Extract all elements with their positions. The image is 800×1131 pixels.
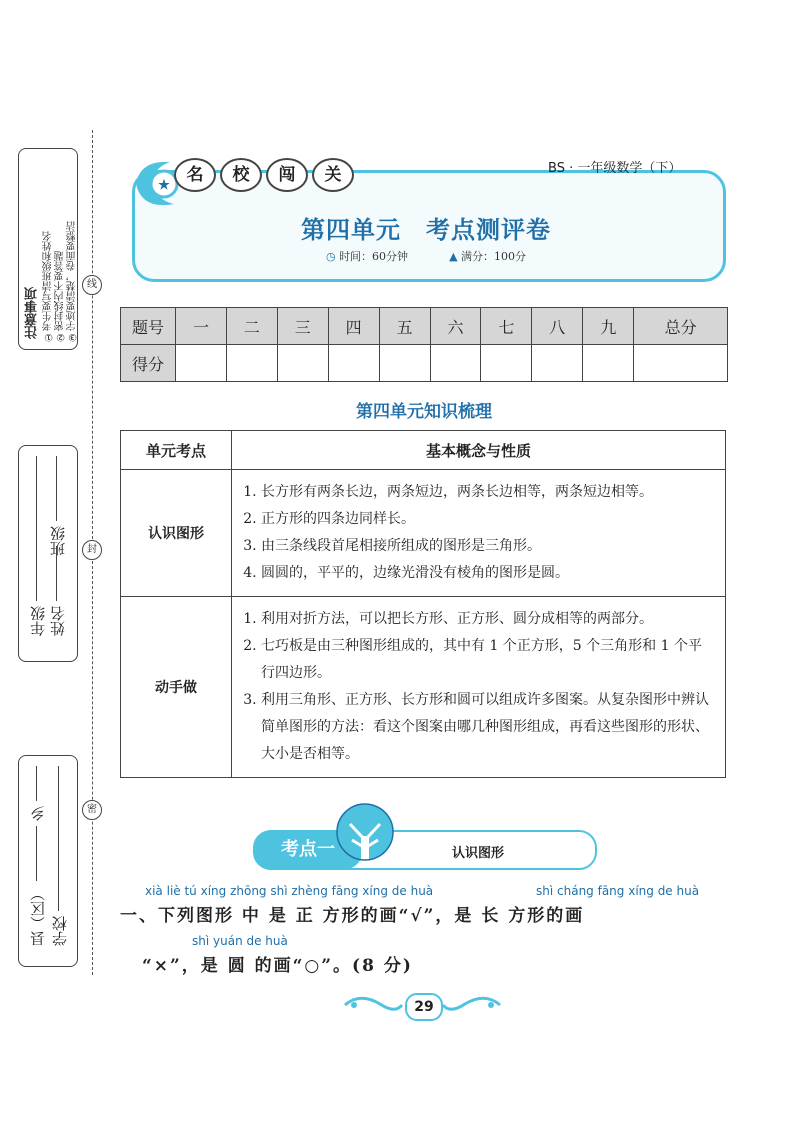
county-label: 县（区） bbox=[29, 886, 47, 946]
note-3: ③字迹要清楚，卷面要整洁 bbox=[67, 221, 78, 342]
badge-4: 关 bbox=[312, 158, 354, 192]
knowledge-items bbox=[232, 597, 726, 778]
knowledge-header-row bbox=[121, 431, 726, 470]
score-cell[interactable] bbox=[176, 345, 227, 382]
class-line[interactable] bbox=[56, 456, 57, 521]
kaodian-tag: 考点一 bbox=[253, 830, 363, 870]
page-title: 第四单元 考点测评卷 bbox=[301, 215, 551, 244]
grade-line[interactable] bbox=[36, 456, 37, 601]
name-label: 姓名 bbox=[49, 606, 67, 636]
town-line[interactable] bbox=[36, 766, 37, 801]
score-cell[interactable] bbox=[583, 345, 634, 382]
score-cell[interactable] bbox=[277, 345, 328, 382]
question-pinyin: shì yuán de huà bbox=[192, 934, 288, 948]
score-table bbox=[120, 307, 728, 382]
page-number: 29 bbox=[405, 993, 443, 1021]
score-header-cell: 总分 bbox=[634, 308, 728, 345]
score-header-cell: 题号 bbox=[121, 308, 176, 345]
clock-icon: ◷ bbox=[325, 250, 336, 263]
score-header-cell: 一 bbox=[176, 308, 227, 345]
seal-mark-mi: 密 bbox=[82, 800, 102, 820]
knowledge-item: 3. 由三条线段首尾相接所组成的图形是三角形。 bbox=[261, 533, 714, 560]
knowledge-col-concepts: 基本概念与性质 bbox=[232, 431, 726, 470]
score-cell[interactable] bbox=[634, 345, 728, 382]
county-line[interactable] bbox=[36, 826, 37, 881]
knowledge-title: 第四单元知识梳理 bbox=[356, 402, 492, 422]
full-score: 满分：100分 bbox=[461, 250, 527, 263]
school-label: 学校 bbox=[51, 916, 69, 946]
knowledge-item: 1. 利用对折方法，可以把长方形、正方形、圆分成相等的两部分。 bbox=[261, 606, 714, 633]
school-info-box bbox=[18, 755, 78, 967]
knowledge-category: 动手做 bbox=[121, 597, 232, 778]
score-header-cell: 四 bbox=[328, 308, 379, 345]
score-cell[interactable] bbox=[481, 345, 532, 382]
name-line[interactable] bbox=[56, 546, 57, 601]
note-2: ②密封线内不要答题 bbox=[55, 251, 66, 342]
knowledge-category: 认识图形 bbox=[121, 470, 232, 597]
score-cell[interactable] bbox=[226, 345, 277, 382]
knowledge-table bbox=[120, 430, 726, 778]
score-header-cell: 七 bbox=[481, 308, 532, 345]
school-line[interactable] bbox=[58, 766, 59, 911]
knowledge-row bbox=[121, 597, 726, 778]
knowledge-item: 1. 长方形有两条长边，两条短边，两条长边相等，两条短边相等。 bbox=[261, 479, 714, 506]
score-table-score-row bbox=[121, 345, 728, 382]
class-label: 班级 bbox=[49, 526, 67, 556]
exam-meta bbox=[132, 248, 720, 264]
graduation-cap-icon: ▲ bbox=[449, 250, 458, 263]
knowledge-item: 2. 七巧板是由三种图形组成的，其中有 1 个正方形，5 个三角形和 1 个平行四边形。 bbox=[261, 633, 714, 687]
score-header-cell: 三 bbox=[277, 308, 328, 345]
score-cell[interactable] bbox=[532, 345, 583, 382]
knowledge-item: 4. 圆圆的，平平的，边缘光滑没有棱角的图形是圆。 bbox=[261, 560, 714, 587]
score-cell[interactable] bbox=[379, 345, 430, 382]
score-header-cell: 二 bbox=[226, 308, 277, 345]
tree-icon bbox=[330, 800, 400, 870]
knowledge-item: 2. 正方形的四条边同样长。 bbox=[261, 506, 714, 533]
badge-2: 校 bbox=[220, 158, 262, 192]
time-limit: 时间：60分钟 bbox=[339, 250, 409, 263]
badge-3: 闯 bbox=[266, 158, 308, 192]
knowledge-items bbox=[232, 470, 726, 597]
score-cell[interactable] bbox=[328, 345, 379, 382]
notes-box bbox=[18, 148, 78, 350]
town-label: 乡 bbox=[29, 806, 47, 821]
score-header-cell: 九 bbox=[583, 308, 634, 345]
knowledge-item: 3. 利用三角形、正方形、长方形和圆可以组成许多图案。从复杂图形中辨认简单图形的方法：看这个图案由哪几种图形组成，再看这些图形的形状、大小是否相等。 bbox=[261, 687, 714, 768]
kaodian-label: 认识图形 bbox=[452, 846, 505, 861]
knowledge-row bbox=[121, 470, 726, 597]
badge-1: 名 bbox=[174, 158, 216, 192]
score-header-cell: 六 bbox=[430, 308, 481, 345]
score-header-cell: 八 bbox=[532, 308, 583, 345]
score-cell[interactable] bbox=[430, 345, 481, 382]
question-text-line: “×”，是 圆 的画“○”。(8 分) bbox=[142, 956, 413, 976]
question-text-line: 一、下列图形 中 是 正 方形的画“√”，是 长 方形的画 bbox=[120, 906, 585, 926]
question-pinyin: shì cháng fāng xíng de huà bbox=[536, 884, 700, 898]
question-pinyin: xià liè tú xíng zhōng shì zhèng fāng xíng de huà bbox=[145, 884, 434, 898]
student-info-box bbox=[18, 445, 78, 662]
knowledge-col-topic: 单元考点 bbox=[121, 431, 232, 470]
grade-label: 年级 bbox=[29, 606, 47, 636]
badge-row bbox=[174, 158, 354, 192]
score-row-label: 得分 bbox=[121, 345, 176, 382]
subject-label: BS · 一年级数学（下） bbox=[548, 161, 682, 176]
notes-title: 注意事项 bbox=[25, 287, 40, 339]
svg-text:★: ★ bbox=[158, 178, 170, 193]
note-1: ①考生要写清班级和姓名 bbox=[43, 231, 54, 342]
seal-mark-xian: 线 bbox=[82, 275, 102, 295]
seal-mark-feng: 封 bbox=[82, 540, 102, 560]
score-header-cell: 五 bbox=[379, 308, 430, 345]
score-table-header-row bbox=[121, 308, 728, 345]
